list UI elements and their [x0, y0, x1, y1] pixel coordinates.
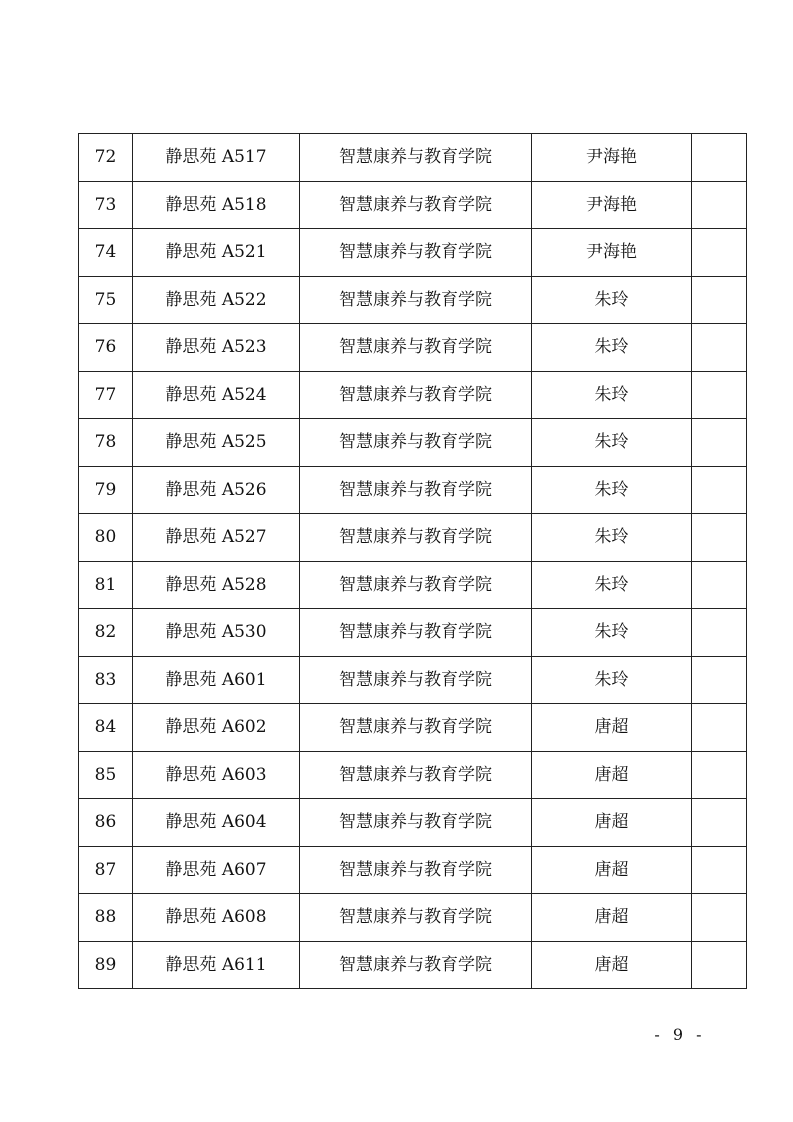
cell-room: 静思苑 A530 [133, 609, 300, 657]
cell-college: 智慧康养与教育学院 [300, 466, 532, 514]
cell-room: 静思苑 A525 [133, 419, 300, 467]
cell-note [692, 894, 747, 942]
table-row [79, 941, 747, 989]
table-row [79, 324, 747, 372]
cell-person: 唐超 [532, 846, 692, 894]
cell-college: 智慧康养与教育学院 [300, 704, 532, 752]
cell-room: 静思苑 A522 [133, 276, 300, 324]
cell-college: 智慧康养与教育学院 [300, 181, 532, 229]
cell-college: 智慧康养与教育学院 [300, 229, 532, 277]
cell-college: 智慧康养与教育学院 [300, 609, 532, 657]
cell-person: 唐超 [532, 894, 692, 942]
cell-number: 84 [79, 704, 133, 752]
cell-note [692, 609, 747, 657]
table-row [79, 466, 747, 514]
cell-room: 静思苑 A604 [133, 799, 300, 847]
cell-person: 尹海艳 [532, 229, 692, 277]
cell-number: 72 [79, 134, 133, 182]
table-row [79, 751, 747, 799]
cell-person: 朱玲 [532, 656, 692, 704]
cell-number: 89 [79, 941, 133, 989]
table-row [79, 371, 747, 419]
cell-college: 智慧康养与教育学院 [300, 371, 532, 419]
dormitory-table [78, 133, 747, 989]
cell-person: 朱玲 [532, 371, 692, 419]
cell-note [692, 561, 747, 609]
cell-note [692, 181, 747, 229]
cell-room: 静思苑 A518 [133, 181, 300, 229]
cell-note [692, 751, 747, 799]
cell-number: 80 [79, 514, 133, 562]
cell-person: 朱玲 [532, 609, 692, 657]
cell-college: 智慧康养与教育学院 [300, 134, 532, 182]
cell-person: 朱玲 [532, 514, 692, 562]
cell-note [692, 466, 747, 514]
cell-college: 智慧康养与教育学院 [300, 419, 532, 467]
cell-number: 73 [79, 181, 133, 229]
cell-note [692, 704, 747, 752]
cell-college: 智慧康养与教育学院 [300, 894, 532, 942]
cell-number: 75 [79, 276, 133, 324]
table-row [79, 704, 747, 752]
cell-note [692, 799, 747, 847]
table-body [79, 134, 747, 989]
cell-number: 79 [79, 466, 133, 514]
cell-person: 朱玲 [532, 561, 692, 609]
cell-college: 智慧康养与教育学院 [300, 276, 532, 324]
table-row [79, 181, 747, 229]
cell-person: 朱玲 [532, 276, 692, 324]
cell-room: 静思苑 A528 [133, 561, 300, 609]
cell-room: 静思苑 A526 [133, 466, 300, 514]
table-row [79, 514, 747, 562]
cell-note [692, 134, 747, 182]
cell-person: 唐超 [532, 751, 692, 799]
cell-person: 尹海艳 [532, 134, 692, 182]
cell-college: 智慧康养与教育学院 [300, 561, 532, 609]
cell-note [692, 514, 747, 562]
cell-note [692, 656, 747, 704]
cell-room: 静思苑 A523 [133, 324, 300, 372]
page-number: - 9 - [654, 1025, 706, 1044]
table-row [79, 656, 747, 704]
table-row [79, 609, 747, 657]
cell-college: 智慧康养与教育学院 [300, 941, 532, 989]
cell-college: 智慧康养与教育学院 [300, 324, 532, 372]
cell-college: 智慧康养与教育学院 [300, 799, 532, 847]
table-row [79, 799, 747, 847]
cell-person: 朱玲 [532, 419, 692, 467]
cell-number: 76 [79, 324, 133, 372]
cell-college: 智慧康养与教育学院 [300, 514, 532, 562]
cell-person: 唐超 [532, 799, 692, 847]
cell-person: 朱玲 [532, 324, 692, 372]
table-row [79, 134, 747, 182]
cell-number: 77 [79, 371, 133, 419]
cell-room: 静思苑 A517 [133, 134, 300, 182]
cell-note [692, 324, 747, 372]
cell-number: 74 [79, 229, 133, 277]
cell-person: 唐超 [532, 941, 692, 989]
cell-note [692, 229, 747, 277]
cell-note [692, 846, 747, 894]
cell-college: 智慧康养与教育学院 [300, 751, 532, 799]
cell-room: 静思苑 A608 [133, 894, 300, 942]
cell-college: 智慧康养与教育学院 [300, 846, 532, 894]
cell-number: 85 [79, 751, 133, 799]
cell-person: 朱玲 [532, 466, 692, 514]
cell-number: 81 [79, 561, 133, 609]
table-row [79, 846, 747, 894]
cell-number: 82 [79, 609, 133, 657]
cell-room: 静思苑 A602 [133, 704, 300, 752]
cell-room: 静思苑 A611 [133, 941, 300, 989]
cell-note [692, 371, 747, 419]
cell-room: 静思苑 A521 [133, 229, 300, 277]
cell-room: 静思苑 A601 [133, 656, 300, 704]
cell-room: 静思苑 A603 [133, 751, 300, 799]
cell-note [692, 419, 747, 467]
table-row [79, 419, 747, 467]
cell-college: 智慧康养与教育学院 [300, 656, 532, 704]
cell-number: 86 [79, 799, 133, 847]
cell-note [692, 941, 747, 989]
table-row [79, 561, 747, 609]
cell-number: 78 [79, 419, 133, 467]
cell-note [692, 276, 747, 324]
cell-number: 83 [79, 656, 133, 704]
table-row [79, 894, 747, 942]
cell-room: 静思苑 A607 [133, 846, 300, 894]
table-row [79, 276, 747, 324]
cell-room: 静思苑 A527 [133, 514, 300, 562]
table-row [79, 229, 747, 277]
cell-person: 尹海艳 [532, 181, 692, 229]
cell-number: 87 [79, 846, 133, 894]
cell-person: 唐超 [532, 704, 692, 752]
cell-room: 静思苑 A524 [133, 371, 300, 419]
cell-number: 88 [79, 894, 133, 942]
